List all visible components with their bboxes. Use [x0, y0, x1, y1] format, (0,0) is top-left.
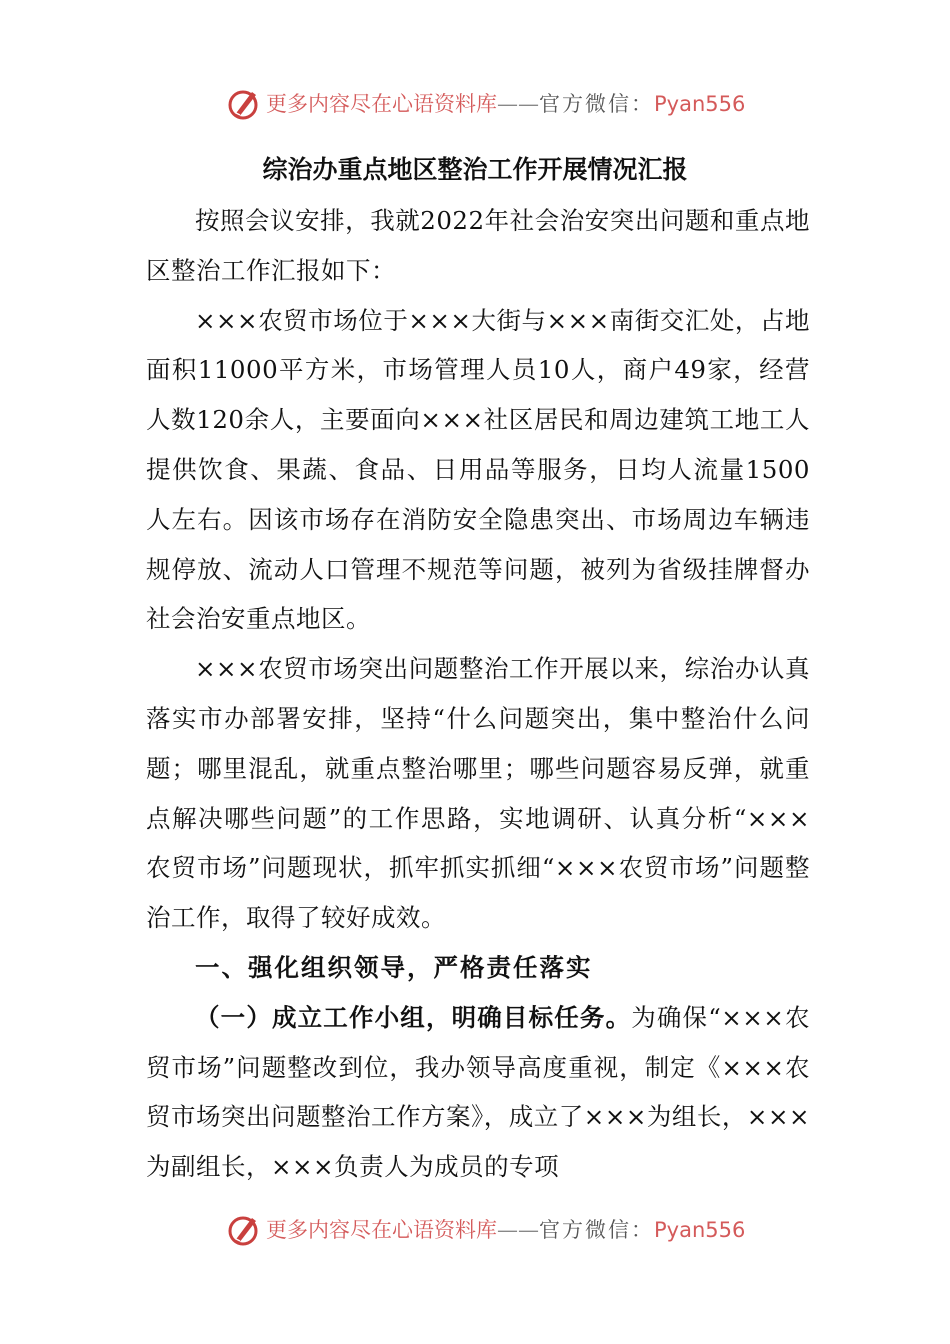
banner-text: 更多内容尽在心语资料库——官方微信：Pyan556	[266, 1218, 746, 1242]
header-watermark-banner	[0, 84, 950, 124]
document-body	[146, 196, 810, 1192]
paragraph-work-summary: ×××农贸市场突出问题整治工作开展以来，综治办认真落实市办部署安排，坚持“什么问题突出，集中整治什么问题；哪里混乱，就重点整治哪里；哪些问题容易反弹，就重点解决哪些问题”的工作思路，实地调研、认真分析“×××农贸市场”问题现状，抓牢抓实抓细“×××农贸市场”问题整治工作，取得了较好成效。	[146, 654, 810, 933]
quill-logo-icon	[226, 1212, 262, 1248]
paragraph-intro: 按照会议安排，我就2022年社会治安突出问题和重点地区整治工作汇报如下：	[146, 206, 810, 285]
paragraph-market-description: ×××农贸市场位于×××大街与×××南街交汇处，占地面积11000平方米，市场管理人员10人，商户49家，经营人数120余人，主要面向×××社区居民和周边建筑工地工人提供饮食、果蔬、食品、日用品等服务，日均人流量1500人左右。因该市场存在消防安全隐患突出、市场周边车辆违规停放、流动人口管理不规范等问题，被列为省级挂牌督办社会治安重点地区。	[146, 305, 810, 634]
document-title: 综治办重点地区整治工作开展情况汇报	[262, 155, 688, 184]
subheading-working-group: （一）成立工作小组，明确目标任务。	[195, 1002, 632, 1032]
paragraph-working-group	[146, 993, 810, 1192]
footer-watermark-banner	[0, 1210, 950, 1250]
paragraph-working-group-text: 为确保“×××农贸市场”问题整改到位，我办领导高度重视，制定《×××农贸市场突出问题整治工作方案》，成立了×××为组长，×××为副组长，×××负责人为成员的专项	[146, 1002, 810, 1182]
section-heading-1: 一、强化组织领导，严格责任落实	[195, 952, 593, 982]
quill-logo-icon	[226, 86, 262, 122]
banner-text: 更多内容尽在心语资料库——官方微信：Pyan556	[266, 92, 746, 116]
